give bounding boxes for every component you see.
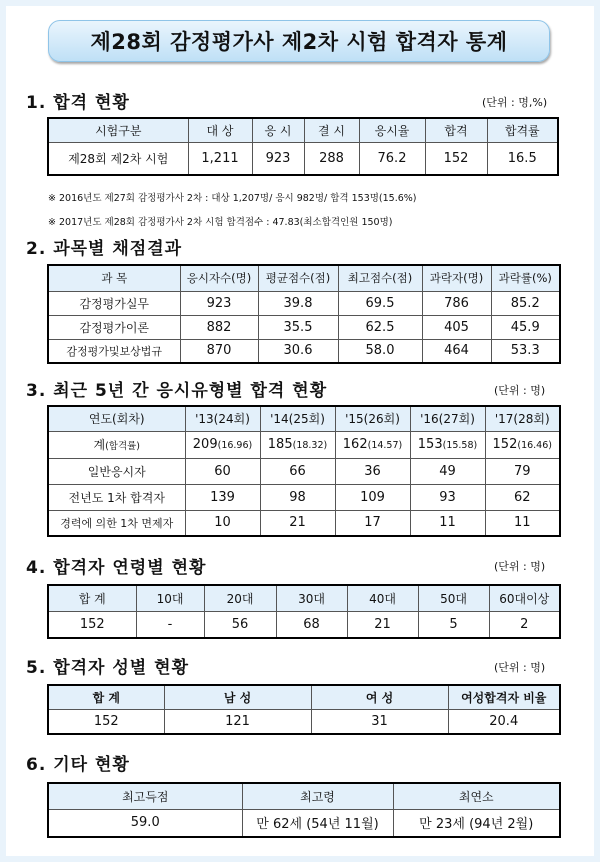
table-cell: 58.0 bbox=[338, 339, 422, 363]
section-4-unit: (단위 : 명) bbox=[494, 560, 546, 573]
table-row bbox=[48, 339, 560, 363]
header-cell: 40대 bbox=[347, 585, 418, 611]
table-cell: 98 bbox=[260, 484, 335, 510]
header-cell: 여 성 bbox=[311, 685, 448, 709]
table-cell: 68 bbox=[276, 611, 347, 638]
section-1-heading: 1. 합격 현황 bbox=[26, 93, 130, 113]
header-cell: 여성합격자 비율 bbox=[448, 685, 560, 709]
note-line: ※ 2017년도 제28회 감정평가사 2차 시험 합격점수 : 47.83(최소합격인원 150명) bbox=[48, 217, 393, 228]
table-row bbox=[48, 484, 560, 510]
total-value: 152 bbox=[492, 437, 518, 452]
table-cell: 923 bbox=[180, 291, 258, 315]
table-cell: 882 bbox=[180, 315, 258, 339]
header-cell: 과락률(%) bbox=[491, 265, 560, 291]
table-cell: 79 bbox=[485, 458, 560, 484]
header-cell: 10대 bbox=[136, 585, 204, 611]
table-cell: 제28회 제2차 시험 bbox=[48, 142, 188, 175]
table-cell: 일반응시자 bbox=[48, 458, 185, 484]
section-5-heading: 5. 합격자 성별 현황 bbox=[26, 658, 189, 678]
table-cell: 62 bbox=[485, 484, 560, 510]
header-cell: 최고득점 bbox=[48, 783, 242, 809]
table-cell: 20.4 bbox=[448, 709, 560, 734]
header-cell: 응시율 bbox=[359, 118, 425, 142]
page-title: 제28회 감정평가사 제2차 시험 합격자 통계 bbox=[48, 20, 550, 62]
header-cell: '15(26회) bbox=[335, 406, 410, 431]
table-cell: 139 bbox=[185, 484, 260, 510]
total-value: 209 bbox=[192, 437, 218, 452]
table-cell: 감정평가실무 bbox=[48, 291, 180, 315]
table-cell: 786 bbox=[422, 291, 491, 315]
table-row bbox=[48, 315, 560, 339]
table-cell: 1,211 bbox=[188, 142, 252, 175]
five-year-table bbox=[47, 405, 561, 537]
section-3-unit: (단위 : 명) bbox=[494, 384, 546, 397]
section-1-unit: (단위 : 명,%) bbox=[482, 96, 548, 109]
table-cell: 21 bbox=[260, 510, 335, 536]
header-cell: 20대 bbox=[204, 585, 276, 611]
header-cell: '16(27회) bbox=[410, 406, 485, 431]
table-cell: 36 bbox=[335, 458, 410, 484]
total-value: 185 bbox=[267, 437, 293, 452]
header-cell: '13(24회) bbox=[185, 406, 260, 431]
table-cell: 만 23세 (94년 2월) bbox=[393, 809, 560, 837]
table-cell: 121 bbox=[164, 709, 311, 734]
table-cell: 45.9 bbox=[491, 315, 560, 339]
header-cell: 시험구분 bbox=[48, 118, 188, 142]
table-cell: 16.5 bbox=[487, 142, 558, 175]
table-cell: 53.3 bbox=[491, 339, 560, 363]
table-cell: 60 bbox=[185, 458, 260, 484]
table-cell: 35.5 bbox=[258, 315, 338, 339]
misc-table bbox=[47, 782, 561, 838]
table-cell: 870 bbox=[180, 339, 258, 363]
table-cell bbox=[335, 431, 410, 458]
header-cell: 최고점수(점) bbox=[338, 265, 422, 291]
table-cell: - bbox=[136, 611, 204, 638]
table-cell: 464 bbox=[422, 339, 491, 363]
table-cell bbox=[485, 431, 560, 458]
table-row bbox=[48, 431, 560, 458]
total-value: 153 bbox=[417, 437, 443, 452]
header-cell: 50대 bbox=[418, 585, 489, 611]
total-rate: (16.46) bbox=[517, 440, 552, 451]
header-cell: 최고령 bbox=[242, 783, 393, 809]
header-cell: '17(28회) bbox=[485, 406, 560, 431]
total-rate: (14.57) bbox=[367, 440, 403, 451]
table-cell: 21 bbox=[347, 611, 418, 638]
table-cell: 경력에 의한 1차 면제자 bbox=[48, 510, 185, 536]
table-cell bbox=[260, 431, 335, 458]
table-cell: 5 bbox=[418, 611, 489, 638]
note-line: ※ 2016년도 제27회 감정평가사 2차 : 대상 1,207명/ 응시 982명/ 합격 153명(15.6%) bbox=[48, 193, 417, 204]
table-cell: 93 bbox=[410, 484, 485, 510]
header-cell: 합격률 bbox=[487, 118, 558, 142]
table-cell: 62.5 bbox=[338, 315, 422, 339]
header-cell: 합 계 bbox=[48, 685, 164, 709]
total-label-small: (합격률) bbox=[105, 441, 141, 452]
table-row bbox=[48, 291, 560, 315]
table-row bbox=[48, 510, 560, 536]
table-cell: 152 bbox=[425, 142, 487, 175]
header-cell: 평균점수(점) bbox=[258, 265, 338, 291]
table-cell bbox=[185, 431, 260, 458]
table-cell: 109 bbox=[335, 484, 410, 510]
gender-table bbox=[47, 684, 561, 735]
header-cell: 30대 bbox=[276, 585, 347, 611]
header-cell: '14(25회) bbox=[260, 406, 335, 431]
table-cell: 923 bbox=[252, 142, 304, 175]
table-cell: 288 bbox=[304, 142, 359, 175]
header-cell: 합격 bbox=[425, 118, 487, 142]
table-cell: 30.6 bbox=[258, 339, 338, 363]
header-cell: 합 계 bbox=[48, 585, 136, 611]
section-3-heading: 3. 최근 5년 간 응시유형별 합격 현황 bbox=[26, 381, 328, 401]
table-cell: 152 bbox=[48, 611, 136, 638]
header-cell: 과 목 bbox=[48, 265, 180, 291]
table-cell: 감정평가및보상법규 bbox=[48, 339, 180, 363]
age-table bbox=[47, 584, 561, 639]
total-rate: (15.58) bbox=[442, 440, 478, 451]
table-cell: 10 bbox=[185, 510, 260, 536]
table-cell bbox=[410, 431, 485, 458]
total-value: 162 bbox=[342, 437, 368, 452]
table-cell: 59.0 bbox=[48, 809, 242, 837]
header-cell: 60대이상 bbox=[489, 585, 560, 611]
table-cell: 39.8 bbox=[258, 291, 338, 315]
section-6-heading: 6. 기타 현황 bbox=[26, 755, 130, 775]
table-cell: 감정평가이론 bbox=[48, 315, 180, 339]
table-cell: 85.2 bbox=[491, 291, 560, 315]
header-cell: 대 상 bbox=[188, 118, 252, 142]
total-rate: (16.96) bbox=[217, 440, 253, 451]
table-cell: 11 bbox=[410, 510, 485, 536]
header-cell: 응시자수(명) bbox=[180, 265, 258, 291]
total-rate: (18.32) bbox=[292, 440, 328, 451]
header-cell: 결 시 bbox=[304, 118, 359, 142]
table-cell: 11 bbox=[485, 510, 560, 536]
table-cell: 56 bbox=[204, 611, 276, 638]
table-cell: 17 bbox=[335, 510, 410, 536]
section-2-heading: 2. 과목별 채점결과 bbox=[26, 239, 183, 259]
total-label: 계 bbox=[93, 438, 106, 452]
header-cell: 응 시 bbox=[252, 118, 304, 142]
table-cell: 152 bbox=[48, 709, 164, 734]
header-cell: 연도(회차) bbox=[48, 406, 185, 431]
table-cell: 31 bbox=[311, 709, 448, 734]
table-cell: 405 bbox=[422, 315, 491, 339]
table-cell: 만 62세 (54년 11월) bbox=[242, 809, 393, 837]
section-5-unit: (단위 : 명) bbox=[494, 661, 546, 674]
subject-score-table bbox=[47, 264, 561, 364]
table-cell: 전년도 1차 합격자 bbox=[48, 484, 185, 510]
header-cell: 과락자(명) bbox=[422, 265, 491, 291]
table-cell: 49 bbox=[410, 458, 485, 484]
header-cell: 남 성 bbox=[164, 685, 311, 709]
header-cell: 최연소 bbox=[393, 783, 560, 809]
table-cell bbox=[48, 431, 185, 458]
table-row bbox=[48, 458, 560, 484]
table-cell: 69.5 bbox=[338, 291, 422, 315]
table-cell: 66 bbox=[260, 458, 335, 484]
table-cell: 2 bbox=[489, 611, 560, 638]
table-cell: 76.2 bbox=[359, 142, 425, 175]
pass-status-table bbox=[47, 117, 559, 176]
section-4-heading: 4. 합격자 연령별 현황 bbox=[26, 558, 207, 578]
